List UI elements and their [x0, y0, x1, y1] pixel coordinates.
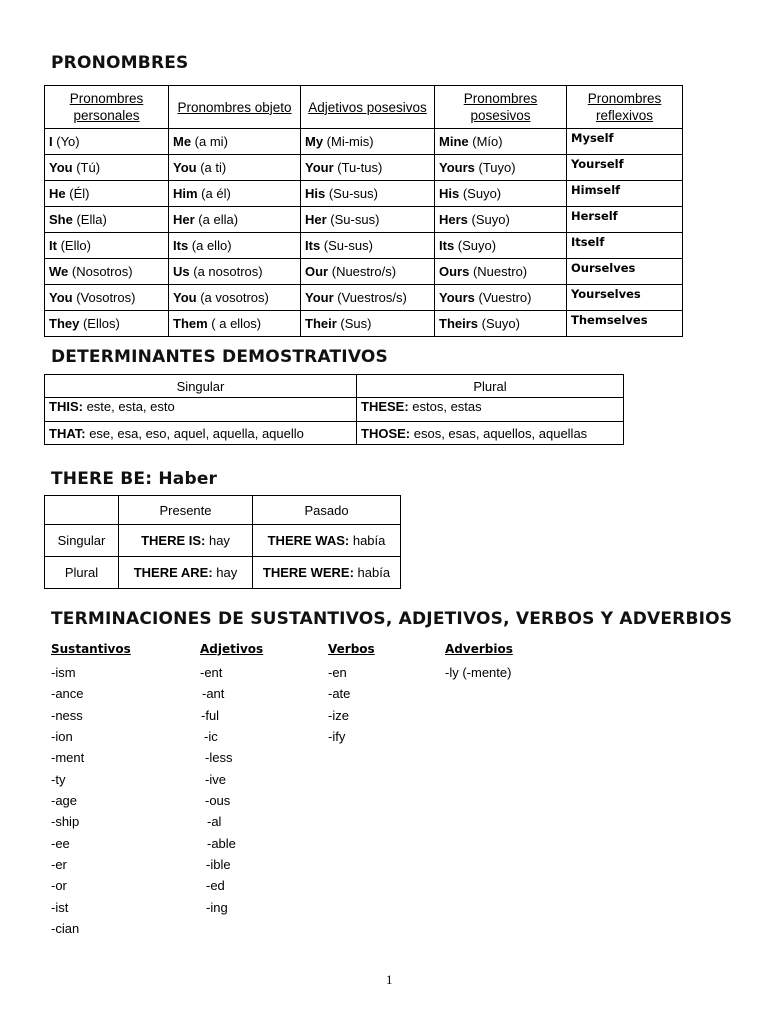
pronoun-cell-term: Them [173, 316, 208, 331]
demonstrative-cell-translation: este, esta, esto [82, 399, 175, 414]
pronoun-cell-term: They [49, 316, 80, 331]
pronoun-cell [45, 259, 169, 285]
pronoun-cell [45, 129, 169, 155]
pronoun-cell-term: Their [305, 316, 337, 331]
pronoun-cell [169, 285, 301, 311]
pronoun-cell [435, 259, 567, 285]
ending-item: -age [51, 793, 78, 809]
pronoun-cell-term: Theirs [439, 316, 479, 331]
demonstrative-row [45, 398, 624, 422]
ending-item: -al [207, 814, 222, 830]
pronoun-cell [45, 311, 169, 337]
pronoun-cell-term: His [305, 186, 326, 201]
there-be-row [45, 557, 401, 589]
pronoun-cell [567, 129, 683, 155]
section-title-pronombres: PRONOMBRES [51, 53, 189, 73]
pronoun-cell-translation: (a ello) [188, 238, 232, 253]
demonstrative-cell-translation: ese, esa, eso, aquel, aquella, aquello [85, 425, 304, 441]
endings-column-header: Sustantivos [51, 642, 131, 656]
pronoun-cell-term: He [49, 186, 66, 201]
pronoun-cell-term: Ourselves [571, 261, 636, 275]
pronoun-cell [301, 259, 435, 285]
pronoun-cell-translation: (a vosotros) [196, 290, 269, 305]
endings-column-verbos [328, 641, 375, 747]
endings-column-adverbios [445, 641, 513, 683]
demonstrative-cell [357, 398, 624, 422]
pronoun-cell [567, 181, 683, 207]
pronoun-cell [567, 233, 683, 259]
pronoun-row [45, 311, 683, 337]
ending-item: -ly (-mente) [445, 665, 512, 680]
pronoun-cell-term: Myself [571, 131, 614, 145]
there-be-row-label: Plural [45, 557, 119, 589]
pronoun-cell [435, 129, 567, 155]
pronoun-cell-term: My [305, 134, 324, 149]
there-be-present-translation: hay [212, 565, 238, 580]
demonstrative-cell [45, 422, 357, 445]
pronoun-cell-translation: (Tu-tus) [333, 160, 383, 175]
demonstrative-cell-translation: estos, estas [408, 399, 482, 414]
ending-item: -ing [206, 899, 228, 915]
ending-item: -er [51, 857, 67, 873]
there-be-row [45, 525, 401, 557]
endings-column-adjetivos [200, 641, 263, 918]
pronoun-column-header: Pronombres reflexivos [567, 86, 683, 129]
pronoun-cell-term: Herself [571, 209, 618, 223]
pronoun-cell [301, 233, 435, 259]
pronoun-row [45, 233, 683, 259]
pronoun-cell-term: We [49, 264, 69, 279]
pronoun-cell-term: Him [173, 186, 198, 201]
pronoun-cell [45, 207, 169, 233]
there-be-past-translation: había [349, 533, 386, 548]
pronoun-cell [45, 285, 169, 311]
pronoun-cell [435, 181, 567, 207]
ending-item: -ee [51, 835, 70, 851]
pronoun-cell-term: Itself [571, 235, 605, 249]
pronoun-cell [435, 233, 567, 259]
pronoun-column-header: Pronombres personales [45, 86, 169, 129]
pronoun-cell-term: Me [173, 134, 192, 149]
ending-item: -en [328, 665, 347, 680]
ending-item: -ness [51, 707, 83, 723]
pronoun-cell-translation: (Su-sus) [325, 186, 378, 201]
pronoun-cell [169, 233, 301, 259]
pronoun-cell-translation: (Su-sus) [326, 212, 380, 227]
pronoun-cell-term: You [173, 290, 197, 305]
pronoun-cell-term: Yours [439, 160, 475, 175]
ending-item: -ize [328, 707, 349, 723]
pronoun-cell-translation: (a nosotros) [189, 264, 263, 279]
pronoun-cell-term: Us [173, 264, 190, 279]
ending-item: -ful [201, 707, 220, 723]
pronoun-cell [435, 207, 567, 233]
ending-item: -ous [205, 793, 231, 809]
there-be-present-translation: hay [205, 533, 230, 548]
pronoun-cell-translation: (Suyo) [478, 316, 520, 331]
demonstrative-row [45, 422, 624, 445]
pronoun-cell-translation: (Sus) [336, 316, 372, 331]
pronoun-cell-term: You [49, 160, 73, 175]
pronoun-cell [169, 181, 301, 207]
ending-item: -ist [51, 899, 69, 915]
pronoun-cell [301, 285, 435, 311]
pronoun-cell-term: Yourselves [571, 287, 641, 301]
ending-item: -or [51, 878, 67, 894]
pronoun-row [45, 129, 683, 155]
pronoun-cell [435, 311, 567, 337]
pronoun-cell-term: Your [305, 290, 334, 305]
pronoun-cell [567, 155, 683, 181]
ending-item: -ment [51, 750, 85, 766]
pronoun-cell-term: Yourself [571, 157, 624, 171]
pronoun-cell-translation: (Yo) [52, 134, 80, 149]
there-be-table [44, 495, 401, 589]
pronoun-column-header: Pronombres posesivos [435, 86, 567, 129]
pronoun-cell [301, 129, 435, 155]
pronoun-cell-term: Yours [439, 290, 475, 305]
there-be-past-cell [253, 557, 401, 589]
pronoun-cell-translation: (Nosotros) [68, 264, 133, 279]
pronoun-cell-translation: (a mi) [191, 134, 228, 149]
ending-item: -able [207, 835, 236, 851]
ending-item: -ent [200, 665, 223, 680]
there-be-present-cell [119, 557, 253, 589]
pronoun-cell-term: Her [305, 212, 327, 227]
pronoun-cell-translation: (Mío) [468, 134, 503, 149]
pronoun-cell-translation: (Nuestro/s) [328, 264, 397, 279]
pronoun-cell-term: Your [305, 160, 334, 175]
pronoun-header-row [45, 86, 683, 129]
demonstrative-cell-term: THESE: [361, 399, 409, 414]
pronoun-cell [169, 155, 301, 181]
pronoun-cell [301, 207, 435, 233]
pronoun-cell-term: Himself [571, 183, 621, 197]
there-be-past-term: THERE WERE: [262, 565, 354, 580]
pronoun-cell [567, 285, 683, 311]
pronoun-row [45, 207, 683, 233]
pronoun-cell-term: Its [173, 238, 189, 253]
pronoun-cell [169, 311, 301, 337]
pronoun-cell-term: Mine [439, 134, 469, 149]
ending-item: -ify [328, 729, 346, 745]
pronoun-cell-translation: (Tú) [72, 160, 101, 175]
pronoun-cell-term: Its [305, 238, 321, 253]
ending-item: -ship [51, 814, 80, 830]
pronoun-cell-term: Hers [439, 212, 468, 227]
pronoun-cell [435, 155, 567, 181]
pronoun-cell-translation: (Vosotros) [72, 290, 136, 305]
pronoun-cell [169, 259, 301, 285]
pronoun-cell-translation: (Ella) [72, 212, 107, 227]
there-be-present-cell [119, 525, 253, 557]
ending-item: -ty [51, 771, 66, 787]
demonstrative-column-header: Singular [45, 375, 357, 398]
there-be-header-row [45, 496, 401, 525]
pronoun-column-header: Adjetivos posesivos [301, 86, 435, 129]
endings-column-sustantivos [51, 641, 131, 939]
demonstrative-cell [45, 398, 357, 422]
pronoun-cell [301, 311, 435, 337]
pronoun-cell-translation: (Mi-mis) [323, 134, 374, 149]
pronoun-cell-term: Her [173, 212, 195, 227]
endings-column-header: Adverbios [445, 642, 513, 656]
pronoun-cell-translation: (Suyo) [467, 212, 510, 227]
pronoun-cell [567, 259, 683, 285]
pronoun-cell-translation: (Vuestros/s) [333, 290, 407, 305]
pronoun-cell-translation: (Él) [65, 186, 90, 201]
demonstrative-cell-translation: esos, esas, aquellos, aquellas [410, 425, 588, 441]
pronoun-cell [169, 207, 301, 233]
pronoun-cell-translation: (Su-sus) [320, 238, 373, 253]
pronoun-cell-term: Themselves [571, 313, 648, 327]
there-be-present-term: THERE ARE: [133, 565, 213, 580]
pronoun-cell-translation: (Nuestro) [469, 264, 528, 279]
pronoun-cell [567, 207, 683, 233]
pronoun-cell-term: Ours [439, 264, 470, 279]
ending-item: -ate [328, 686, 351, 702]
ending-item: -ion [51, 729, 73, 745]
pronoun-cell-translation: (Tuyo) [474, 160, 516, 175]
pronoun-cell-term: His [439, 186, 460, 201]
pronoun-cell-term: It [49, 238, 57, 253]
pronoun-row [45, 155, 683, 181]
ending-item: -cian [51, 921, 80, 937]
there-be-past-term: THERE WAS: [267, 533, 350, 548]
pronoun-cell-term: She [49, 212, 73, 227]
pronoun-cell-translation: (Suyo) [454, 238, 497, 253]
pronoun-row [45, 181, 683, 207]
pronoun-cell-translation: (Vuestro) [474, 290, 532, 305]
demonstrative-header-row [45, 375, 624, 398]
pronoun-cell [435, 285, 567, 311]
pronoun-column-header: Pronombres objeto [169, 86, 301, 129]
there-be-column-header: Presente [119, 496, 253, 525]
there-be-row-label: Singular [45, 525, 119, 557]
pronoun-cell [45, 155, 169, 181]
pronoun-cell [169, 129, 301, 155]
pronoun-cell-translation: ( a ellos) [207, 316, 262, 331]
pronoun-cell-translation: (Ello) [56, 238, 91, 253]
pronoun-cell-term: You [173, 160, 197, 175]
demonstrative-table [44, 374, 624, 445]
pronoun-cell-term: I [49, 134, 53, 149]
pronoun-row [45, 285, 683, 311]
pronoun-cell-term: Our [305, 264, 329, 279]
ending-item: -less [205, 750, 233, 766]
there-be-column-header: Pasado [253, 496, 401, 525]
demonstrative-cell [357, 422, 624, 445]
pronoun-cell-translation: (a ella) [194, 212, 239, 227]
there-be-column-header [45, 496, 119, 525]
pronoun-cell-translation: (Ellos) [79, 316, 120, 331]
section-title-there-be: THERE BE: Haber [51, 469, 218, 489]
demonstrative-column-header: Plural [357, 375, 624, 398]
pronoun-cell [301, 181, 435, 207]
demonstrative-cell-term: THOSE: [361, 425, 411, 441]
ending-item: -ible [206, 857, 231, 873]
section-title-terminaciones: TERMINACIONES DE SUSTANTIVOS, ADJETIVOS, VERBOS Y ADVERBIOS [51, 609, 733, 629]
demonstrative-cell-term: THIS: [49, 399, 83, 414]
pronoun-cell-translation: (Suyo) [459, 186, 502, 201]
pronoun-cell [567, 311, 683, 337]
endings-column-header: Verbos [328, 642, 375, 656]
demonstrative-cell-term: THAT: [49, 425, 86, 441]
pronoun-cell-translation: (a ti) [196, 160, 227, 175]
ending-item: -ive [205, 771, 226, 787]
ending-item: -ed [206, 878, 225, 894]
there-be-past-cell [253, 525, 401, 557]
endings-column-header: Adjetivos [200, 642, 264, 656]
pronoun-cell [45, 181, 169, 207]
pronoun-cell-translation: (a él) [197, 186, 231, 201]
ending-item: -ance [51, 686, 84, 702]
pronoun-cell [301, 155, 435, 181]
there-be-present-term: THERE IS: [141, 533, 206, 548]
pronoun-cell-term: Its [439, 238, 455, 253]
pronoun-cell-term: You [49, 290, 73, 305]
ending-item: -ism [51, 665, 76, 680]
pronoun-cell [45, 233, 169, 259]
pronoun-table [44, 85, 683, 337]
ending-item: -ic [204, 729, 218, 745]
there-be-past-translation: había [353, 565, 391, 580]
page-number: 1 [386, 972, 393, 987]
ending-item: -ant [202, 686, 225, 702]
section-title-demostrativos: DETERMINANTES DEMOSTRATIVOS [51, 347, 388, 367]
pronoun-row [45, 259, 683, 285]
